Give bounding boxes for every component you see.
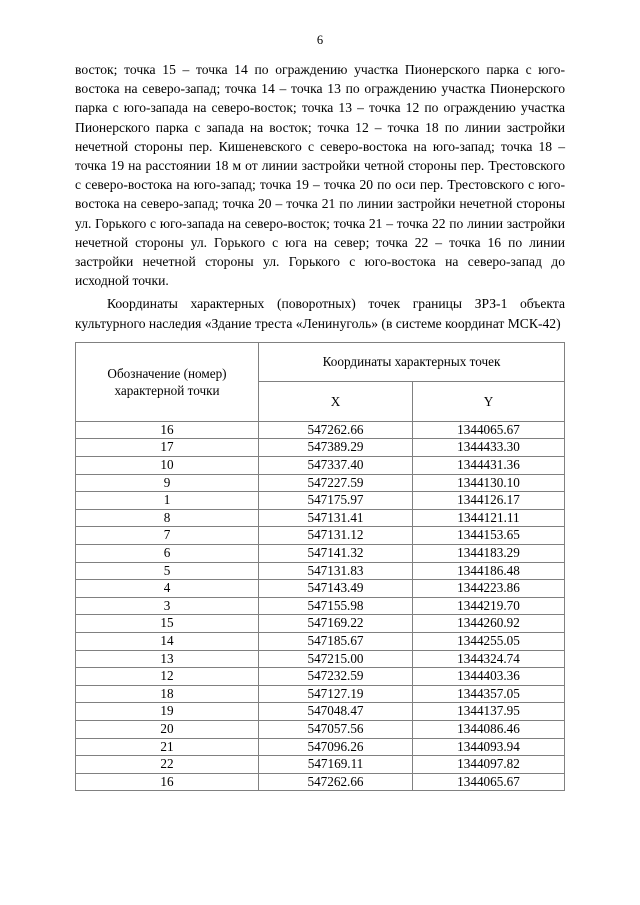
table-row — [76, 562, 565, 580]
table-row — [76, 474, 565, 492]
cell-x-coordinate: 547389.29 — [259, 439, 413, 457]
cell-y-coordinate: 1344219.70 — [413, 597, 565, 615]
cell-x-coordinate: 547169.11 — [259, 756, 413, 774]
cell-y-coordinate: 1344121.11 — [413, 509, 565, 527]
cell-x-coordinate: 547232.59 — [259, 668, 413, 686]
page-content — [75, 60, 565, 791]
cell-point-number: 5 — [76, 562, 259, 580]
table-row — [76, 668, 565, 686]
cell-x-coordinate: 547131.41 — [259, 509, 413, 527]
table-header-row-primary — [76, 342, 565, 381]
table-row — [76, 597, 565, 615]
cell-y-coordinate: 1344324.74 — [413, 650, 565, 668]
table-row — [76, 738, 565, 756]
cell-point-number: 1 — [76, 492, 259, 510]
cell-x-coordinate: 547227.59 — [259, 474, 413, 492]
cell-y-coordinate: 1344097.82 — [413, 756, 565, 774]
cell-y-coordinate: 1344255.05 — [413, 632, 565, 650]
cell-x-coordinate: 547262.66 — [259, 773, 413, 791]
cell-point-number: 19 — [76, 703, 259, 721]
table-row — [76, 685, 565, 703]
table-header — [76, 342, 565, 421]
column-header-point-number: Обозначение (номер) характерной точки — [76, 342, 259, 421]
cell-x-coordinate: 547262.66 — [259, 421, 413, 439]
table-row — [76, 527, 565, 545]
cell-x-coordinate: 547337.40 — [259, 457, 413, 475]
body-paragraph-coordinates-intro: Координаты характерных (поворотных) точек границы ЗРЗ-1 объекта культурного наследия «Здание треста «Ленинуголь» (в системе координат МСК-42) — [75, 296, 565, 331]
cell-y-coordinate: 1344065.67 — [413, 773, 565, 791]
table-row — [76, 773, 565, 791]
cell-point-number: 6 — [76, 545, 259, 563]
cell-y-coordinate: 1344403.36 — [413, 668, 565, 686]
cell-y-coordinate: 1344431.36 — [413, 457, 565, 475]
cell-x-coordinate: 547143.49 — [259, 580, 413, 598]
page-number: 6 — [316, 33, 324, 47]
table-row — [76, 545, 565, 563]
cell-x-coordinate: 547131.83 — [259, 562, 413, 580]
cell-point-number: 10 — [76, 457, 259, 475]
cell-x-coordinate: 547127.19 — [259, 685, 413, 703]
cell-y-coordinate: 1344130.10 — [413, 474, 565, 492]
cell-point-number: 12 — [76, 668, 259, 686]
cell-x-coordinate: 547169.22 — [259, 615, 413, 633]
table-row — [76, 703, 565, 721]
cell-point-number: 16 — [76, 421, 259, 439]
cell-point-number: 21 — [76, 738, 259, 756]
cell-y-coordinate: 1344137.95 — [413, 703, 565, 721]
cell-x-coordinate: 547185.67 — [259, 632, 413, 650]
cell-y-coordinate: 1344086.46 — [413, 720, 565, 738]
cell-y-coordinate: 1344223.86 — [413, 580, 565, 598]
cell-y-coordinate: 1344357.05 — [413, 685, 565, 703]
cell-point-number: 18 — [76, 685, 259, 703]
cell-x-coordinate: 547057.56 — [259, 720, 413, 738]
cell-point-number: 13 — [76, 650, 259, 668]
table-body — [76, 421, 565, 790]
table-row — [76, 580, 565, 598]
table-row — [76, 756, 565, 774]
cell-y-coordinate: 1344186.48 — [413, 562, 565, 580]
coordinates-table — [75, 342, 565, 791]
column-header-y: Y — [413, 381, 565, 421]
cell-y-coordinate: 1344093.94 — [413, 738, 565, 756]
table-row — [76, 421, 565, 439]
cell-y-coordinate: 1344065.67 — [413, 421, 565, 439]
column-header-x: X — [259, 381, 413, 421]
cell-x-coordinate: 547215.00 — [259, 650, 413, 668]
cell-point-number: 16 — [76, 773, 259, 791]
table-row — [76, 615, 565, 633]
cell-x-coordinate: 547131.12 — [259, 527, 413, 545]
table-row — [76, 650, 565, 668]
table-row — [76, 457, 565, 475]
cell-y-coordinate: 1344433.30 — [413, 439, 565, 457]
cell-x-coordinate: 547141.32 — [259, 545, 413, 563]
cell-point-number: 17 — [76, 439, 259, 457]
cell-point-number: 20 — [76, 720, 259, 738]
table-row — [76, 632, 565, 650]
cell-y-coordinate: 1344260.92 — [413, 615, 565, 633]
cell-x-coordinate: 547175.97 — [259, 492, 413, 510]
body-paragraph-boundary-description: восток; точка 15 – точка 14 по ограждению участка Пионерского парка с юго-востока на северо-запад; точка 14 – точка 13 по ограждению участка Пионерского парка с юго-запада на северо-восток; точка 13 – точка 12 по ограждению участка Пионерского парка с запада на восток; точка 12 – точка 18 по линии застройки нечетной стороны пер. Кишеневского с северо-востока на юго-запад; точка 18 – точка 19 на расстоянии 18 м от линии застройки четной стороны пер. Трестовского с северо-востока на юго-запад; точка 19 – точка 20 по оси пер. Трестовского с юго-востока на северо-запад; точка 20 – точка 21 по линии застройки нечетной стороны ул. Горького с юго-запада на северо-восток; точка 21 – точка 22 по линии застройки нечетной стороны ул. Горького с юга на север; точка 22 – точка 16 по линии застройки нечетной стороны ул. Горького с юго-востока на северо-запад до исходной точки. — [75, 62, 565, 289]
cell-y-coordinate: 1344183.29 — [413, 545, 565, 563]
cell-x-coordinate: 547096.26 — [259, 738, 413, 756]
table-row — [76, 509, 565, 527]
cell-point-number: 3 — [76, 597, 259, 615]
cell-y-coordinate: 1344126.17 — [413, 492, 565, 510]
cell-point-number: 8 — [76, 509, 259, 527]
table-row — [76, 439, 565, 457]
cell-point-number: 15 — [76, 615, 259, 633]
cell-point-number: 14 — [76, 632, 259, 650]
cell-point-number: 4 — [76, 580, 259, 598]
cell-point-number: 22 — [76, 756, 259, 774]
table-row — [76, 492, 565, 510]
cell-point-number: 7 — [76, 527, 259, 545]
cell-x-coordinate: 547155.98 — [259, 597, 413, 615]
column-header-coordinates: Координаты характерных точек — [259, 342, 565, 381]
cell-point-number: 9 — [76, 474, 259, 492]
cell-y-coordinate: 1344153.65 — [413, 527, 565, 545]
table-row — [76, 720, 565, 738]
cell-x-coordinate: 547048.47 — [259, 703, 413, 721]
